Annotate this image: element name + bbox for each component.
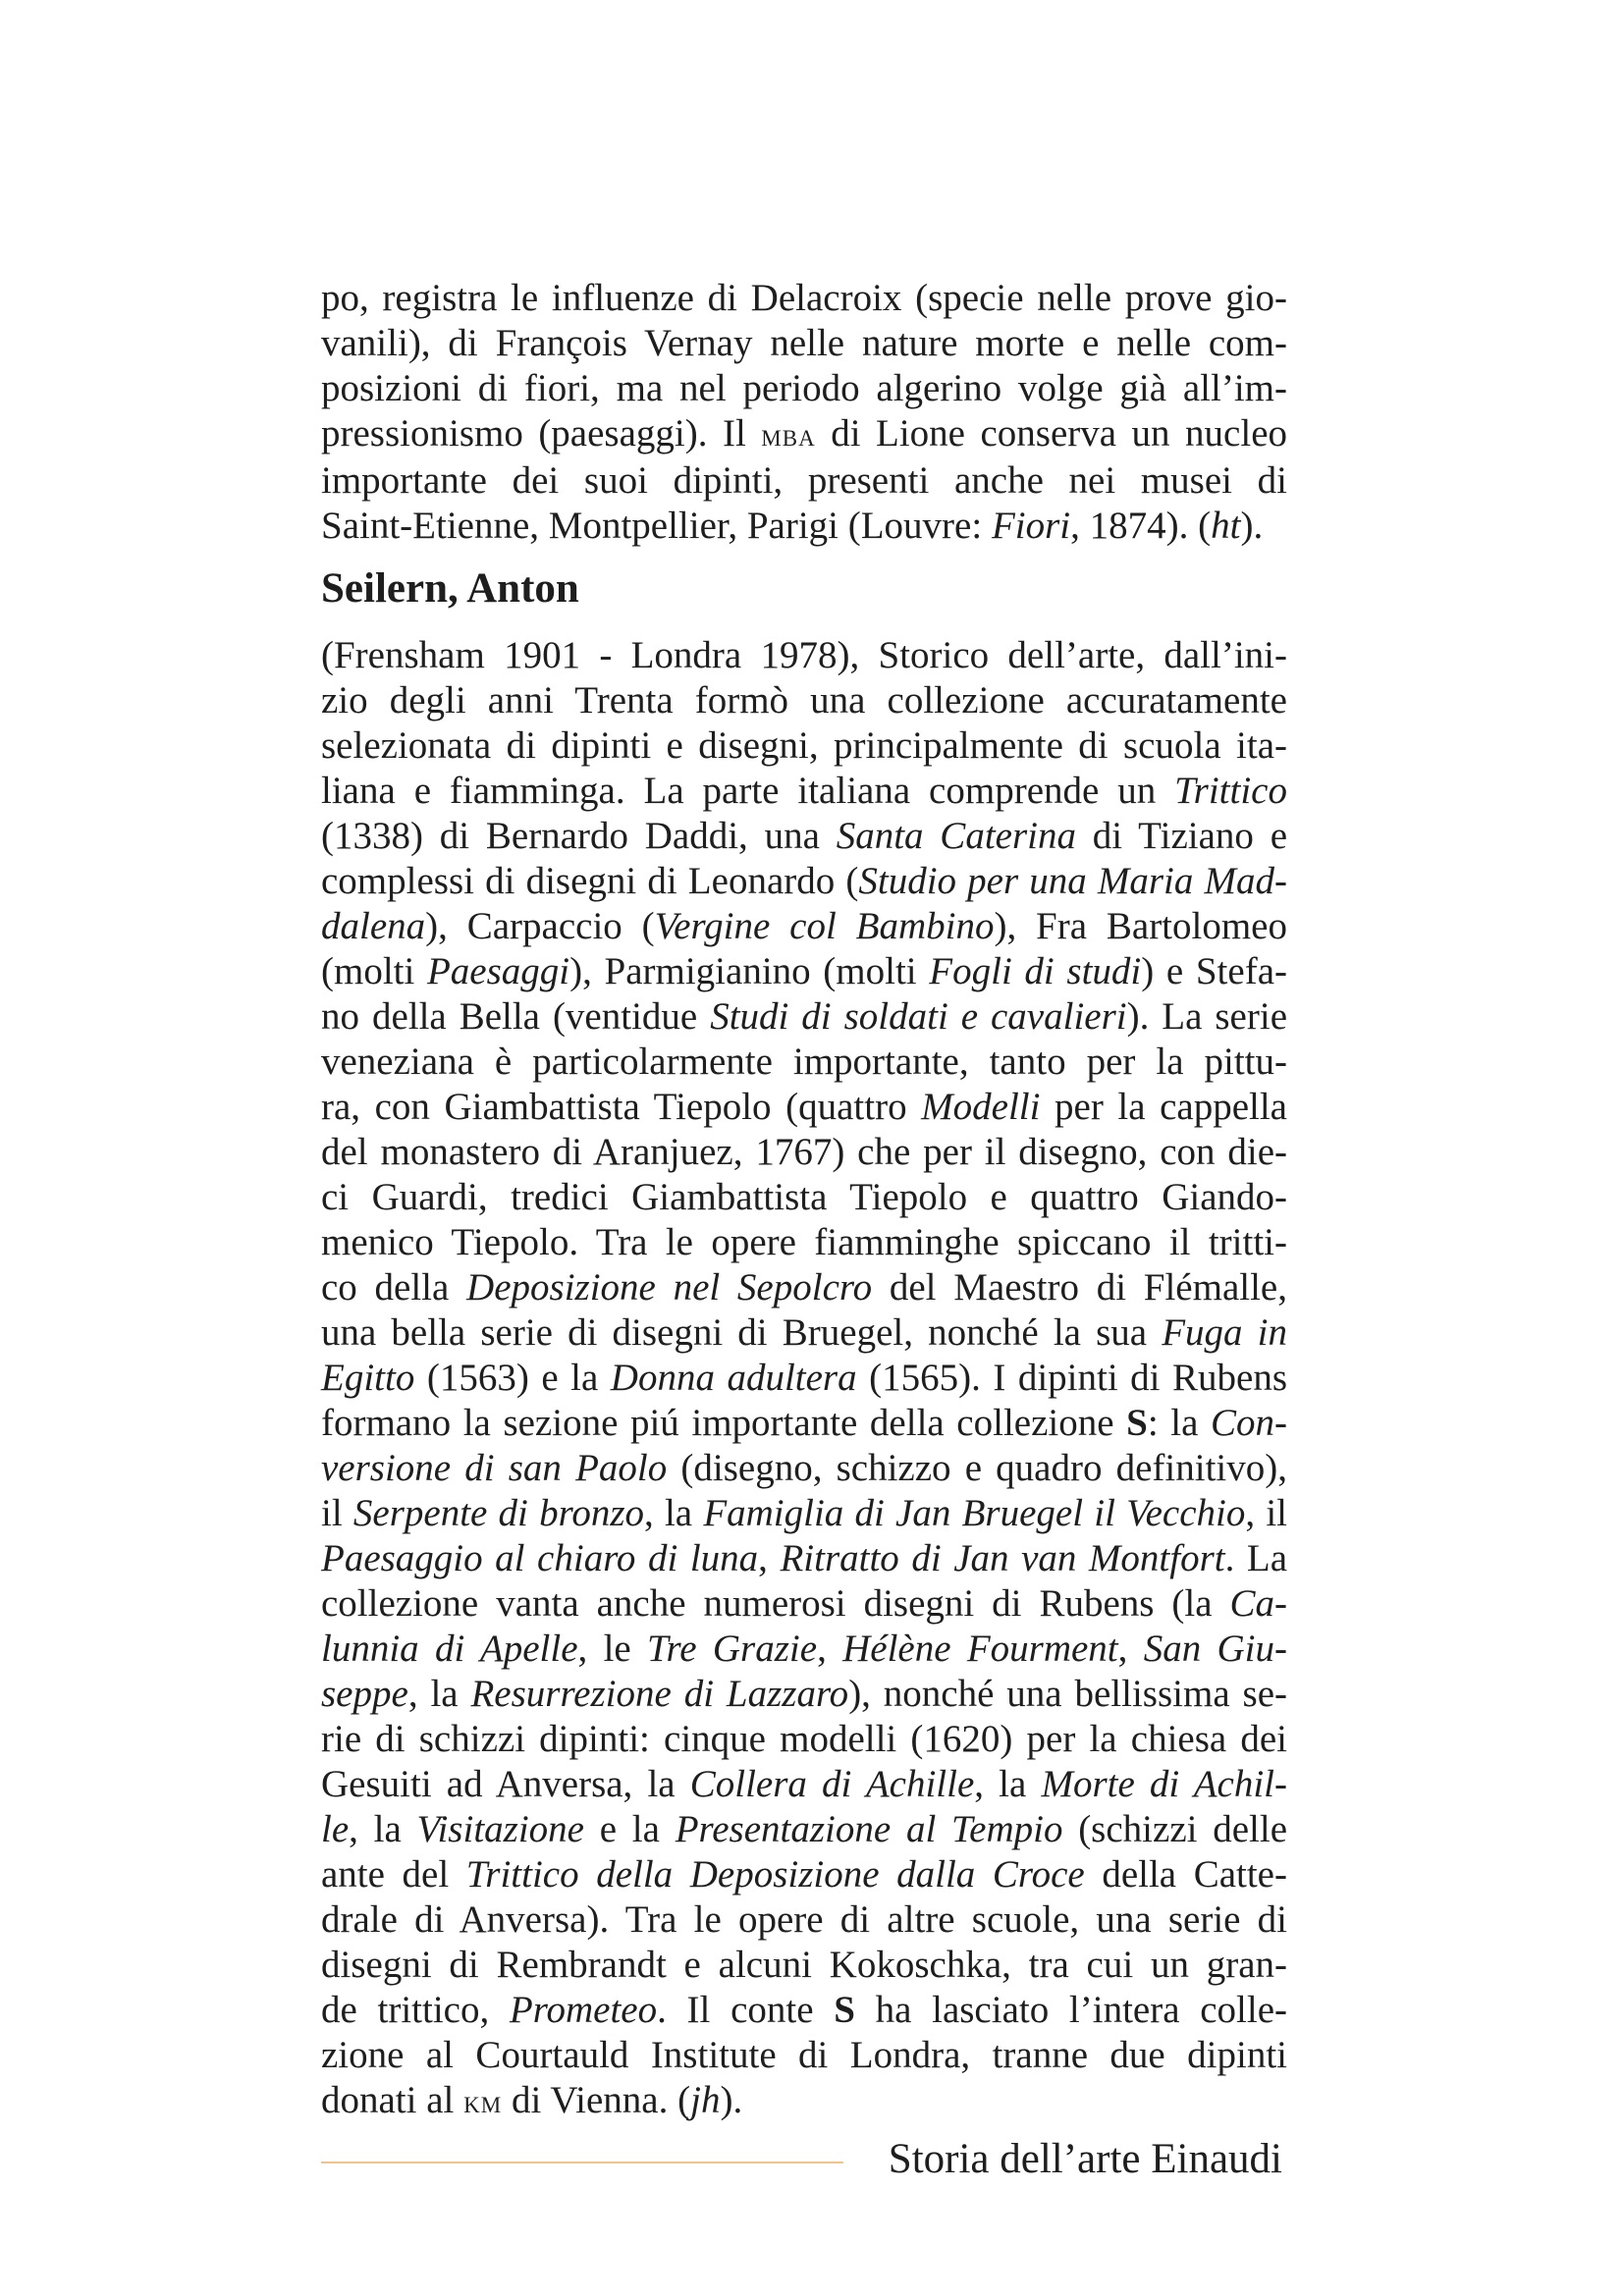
previous-entry-text — [321, 276, 1287, 549]
small-caps-abbreviation: km — [463, 2084, 503, 2120]
italic-title: Trittico della Deposizione dalla Croce — [465, 1853, 1085, 1896]
text-line: zio degli anni Trenta formò una collezione accuratamente — [321, 679, 1287, 721]
text-line: co della Deposizione nel Sepolcro del Maestro di Flémalle, — [321, 1266, 1287, 1308]
text-line: dalena), Carpaccio (Vergine col Bambino), Fra Bartolomeo — [321, 905, 1287, 947]
text-line: Gesuiti ad Anversa, la Collera di Achille, la Morte di Achil- — [321, 1763, 1287, 1805]
text-line: liana e fiamminga. La parte italiana comprende un Trittico — [321, 770, 1287, 812]
italic-title: Fuga in — [1162, 1311, 1287, 1354]
italic-title: Studio per una Maria Mad- — [858, 860, 1287, 902]
italic-title: Ca- — [1229, 1582, 1287, 1625]
italic-title: Deposizione nel Sepolcro — [466, 1266, 873, 1308]
italic-title: Famiglia di Jan Bruegel il Vecchio — [703, 1492, 1246, 1534]
italic-title: versione di san Paolo — [321, 1447, 668, 1489]
italic-title: Fogli di studi — [929, 950, 1142, 992]
text-line: drale di Anversa). Tra le opere di altre scuole, una serie di — [321, 1898, 1287, 1941]
text-line: importante dei suoi dipinti, presenti anche nei musei di — [321, 459, 1287, 502]
italic-title: Prometeo — [509, 1989, 658, 2031]
italic-title: Presentazione al Tempio — [675, 1808, 1063, 1850]
italic-title: Resurrezione di Lazzaro — [470, 1673, 849, 1715]
italic-title: Trittico — [1174, 770, 1287, 812]
italic-title: Serpente di bronzo — [352, 1492, 644, 1534]
text-line: le, la Visitazione e la Presentazione al Tempio (schizzi delle — [321, 1808, 1287, 1850]
italic-title: Paesaggi — [426, 950, 570, 992]
text-line: pressionismo (paesaggi). Il mba di Lione conserva un nucleo — [321, 412, 1287, 454]
text-line: collezione vanta anche numerosi disegni di Rubens (la Ca- — [321, 1582, 1287, 1625]
italic-title: Collera di Achille — [689, 1763, 975, 1805]
italic-title: Tre Grazie — [647, 1628, 818, 1670]
italic-title: jh — [690, 2079, 721, 2121]
text-line: ci Guardi, tredici Giambattista Tiepolo e quattro Giando- — [321, 1176, 1287, 1218]
text-line: ra, con Giambattista Tiepolo (quattro Modelli per la cappella — [321, 1086, 1287, 1128]
italic-title: Modelli — [921, 1086, 1041, 1128]
text-line: posizioni di fiori, ma nel periodo algerino volge già all’im- — [321, 367, 1287, 409]
text-line: ante del Trittico della Deposizione dalla Croce della Catte- — [321, 1853, 1287, 1896]
italic-title: Vergine col Bambino — [654, 905, 995, 947]
italic-title: Paesaggio al chiaro di luna — [321, 1537, 759, 1579]
text-line: Egitto (1563) e la Donna adultera (1565). I dipinti di Rubens — [321, 1357, 1287, 1399]
italic-title: Fiori — [991, 505, 1071, 547]
text-line: vanili), di François Vernay nelle nature morte e nelle com- — [321, 322, 1287, 364]
bold-abbreviation: S — [1126, 1402, 1148, 1444]
italic-title: dalena — [321, 905, 426, 947]
italic-title: le — [321, 1808, 350, 1850]
bold-abbreviation: S — [834, 1989, 855, 2031]
text-line: del monastero di Aranjuez, 1767) che per il disegno, con die- — [321, 1131, 1287, 1173]
text-line: no della Bella (ventidue Studi di soldati e cavalieri). La serie — [321, 995, 1287, 1038]
text-line: versione di san Paolo (disegno, schizzo e quadro definitivo), — [321, 1447, 1287, 1489]
italic-title: Ritratto di Jan van Montfort — [780, 1537, 1225, 1579]
italic-title: Donna adultera — [610, 1357, 857, 1399]
text-line: il Serpente di bronzo, la Famiglia di Jan Bruegel il Vecchio, il — [321, 1492, 1288, 1534]
small-caps-abbreviation: mba — [761, 417, 816, 454]
text-line: (Frensham 1901 - Londra 1978), Storico dell’arte, dall’ini- — [321, 634, 1287, 676]
text-line: lunnia di Apelle, le Tre Grazie, Hélène Fourment, San Giu- — [321, 1628, 1287, 1670]
text-line: zione al Courtauld Institute di Londra, tranne due dipinti — [321, 2034, 1287, 2076]
entry-body-text — [321, 633, 1287, 2125]
text-line: seppe, la Resurrezione di Lazzaro), nonché una bellissima se- — [321, 1673, 1287, 1715]
text-line: Paesaggio al chiaro di luna, Ritratto di Jan van Montfort. La — [321, 1537, 1288, 1579]
text-line: formano la sezione piú importante della collezione S: la Con- — [321, 1402, 1287, 1444]
italic-title: Con- — [1211, 1402, 1287, 1444]
text-line: rie di schizzi dipinti: cinque modelli (1620) per la chiesa dei — [321, 1718, 1287, 1760]
text-line: menico Tiepolo. Tra le opere fiamminghe spiccano il tritti- — [321, 1221, 1287, 1263]
italic-title: ht — [1211, 505, 1241, 547]
text-line: donati al km di Vienna. (jh). — [321, 2079, 743, 2121]
text-line: disegni di Rembrandt e alcuni Kokoschka, tra cui un gran- — [321, 1944, 1287, 1986]
entry-heading: Seilern, Anton — [321, 565, 579, 612]
text-line: Saint-Etienne, Montpellier, Parigi (Louvre: Fiori, 1874). (ht). — [321, 505, 1264, 547]
italic-title: Santa Caterina — [836, 815, 1076, 857]
text-line: (molti Paesaggi), Parmigianino (molti Fogli di studi) e Stefa- — [321, 950, 1287, 992]
italic-title: Visitazione — [416, 1808, 584, 1850]
text-line: selezionata di dipinti e disegni, principalmente di scuola ita- — [321, 724, 1287, 767]
italic-title: Egitto — [321, 1357, 415, 1399]
italic-title: Studi di soldati e cavalieri — [710, 995, 1127, 1038]
text-line: una bella serie di disegni di Bruegel, nonché la sua Fuga in — [321, 1311, 1287, 1354]
italic-title: seppe — [321, 1673, 408, 1715]
footer-rule — [321, 2162, 843, 2163]
italic-title: Hélène Fourment — [842, 1628, 1118, 1670]
text-line: (1338) di Bernardo Daddi, una Santa Caterina di Tiziano e — [321, 815, 1288, 857]
italic-title: lunnia di Apelle — [321, 1628, 578, 1670]
text-line: de trittico, Prometeo. Il conte S ha lasciato l’intera colle- — [321, 1989, 1287, 2031]
text-line: veneziana è particolarmente importante, tanto per la pittu- — [321, 1041, 1287, 1083]
text-line: po, registra le influenze di Delacroix (specie nelle prove gio- — [321, 277, 1287, 319]
italic-title: Morte di Achil- — [1041, 1763, 1287, 1805]
footer-title: Storia dell’arte Einaudi — [888, 2136, 1282, 2182]
italic-title: San Giu- — [1143, 1628, 1287, 1670]
text-line: complessi di disegni di Leonardo (Studio per una Maria Mad- — [321, 860, 1287, 902]
